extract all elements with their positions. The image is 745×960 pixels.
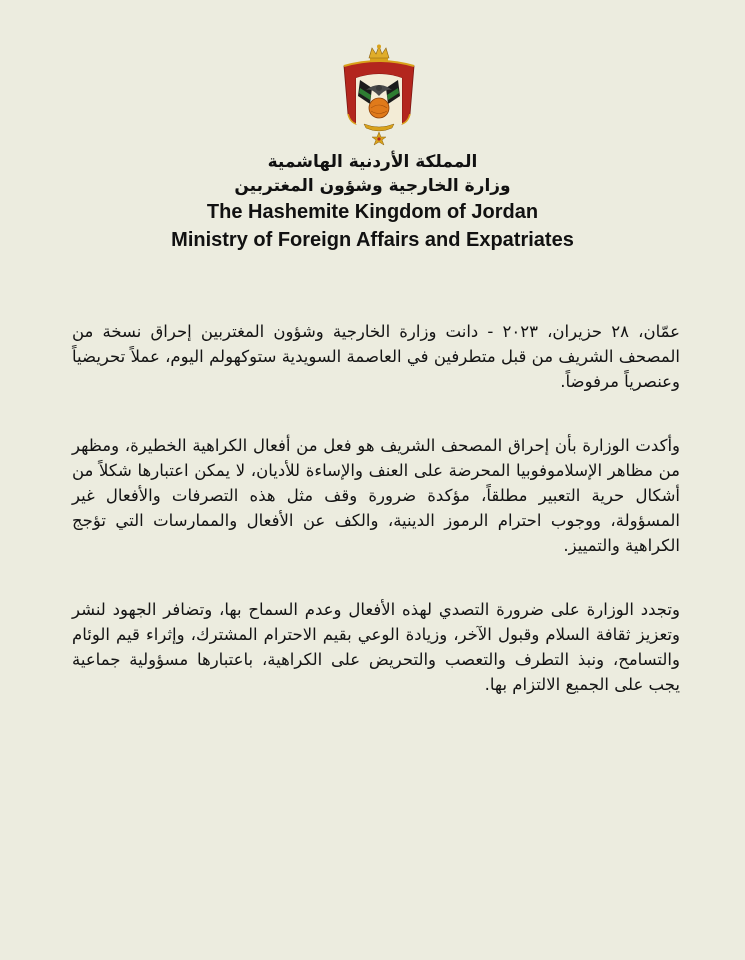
star-medal-icon: [372, 132, 386, 145]
letterhead: [0, 150, 745, 254]
jordan-coat-of-arms-emblem: [336, 44, 422, 146]
paragraph-condemnation: عمّان، ٢٨ حزيران، ٢٠٢٣ - دانت وزارة الخارجية وشؤون المغتربين إحراق نسخة من المصحف الشريف من قبل متطرفين في العاصمة السويدية ستوكهولم اليوم، عملاً تحريضياً وعنصرياً مرفوضاً.: [72, 322, 680, 391]
paragraph-call-to-action: وتجدد الوزارة على ضرورة التصدي لهذه الأفعال وعدم السماح بها، وتضافر الجهود لنشر وتعزيز ثقافة السلام وقبول الآخر، وزيادة الوعي بقيم الاحترام المشترك، وإثراء قيم الوئام والتسامح، ونبذ التطرف والتعصب والتحريض على الكراهية، باعتبارها مسؤولية جماعية يجب على الجميع الالتزام بها.: [72, 600, 680, 694]
ministry-name-english: Ministry of Foreign Affairs and Expatriates: [171, 229, 574, 251]
kingdom-name-arabic: المملكة الأردنية الهاشمية: [267, 152, 478, 172]
statement-body: [72, 320, 680, 738]
ministry-name-arabic: وزارة الخارجية وشؤون المغتربين: [234, 176, 511, 196]
kingdom-name-english: The Hashemite Kingdom of Jordan: [206, 201, 539, 223]
paragraph-hate-act: وأكدت الوزارة بأن إحراق المصحف الشريف هو فعل من أفعال الكراهية الخطيرة، ومظهر من مظاهر الإسلاموفوبيا المحرضة على العنف والإساءة للأديان، لا يمكن اعتبارها شكلاً من أشكال حرية التعبير مطلقاً، مؤكدة ضرورة وقف مثل هذه التصرفات والأفعال غير المسؤولة، ووجوب احترام الرموز الدينية، والكف عن الأفعال والممارسات التي تؤجج الكراهية والتمييز.: [72, 436, 680, 555]
shield-globe-icon: [369, 98, 389, 118]
